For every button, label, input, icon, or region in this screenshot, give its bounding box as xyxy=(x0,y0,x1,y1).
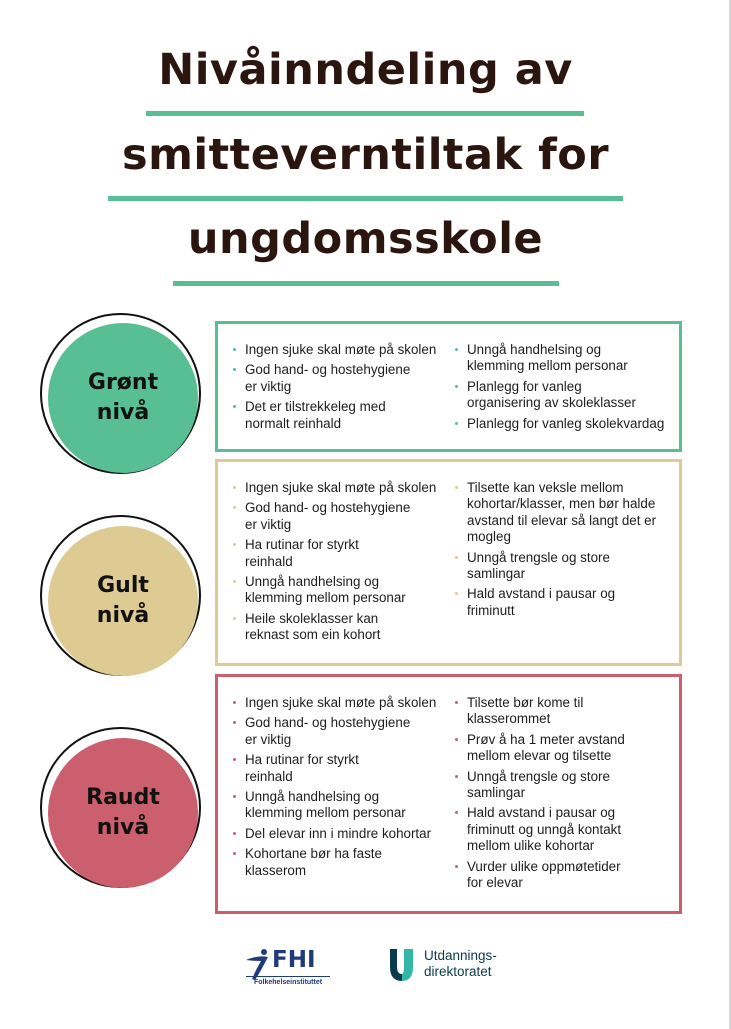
bullet-icon xyxy=(233,852,236,855)
list-item xyxy=(232,715,457,748)
bullet-icon xyxy=(233,543,236,546)
red-right-column xyxy=(454,695,679,895)
list-item xyxy=(454,586,679,619)
udir-u-icon xyxy=(388,947,418,983)
yellow-level-label: Gult nivå xyxy=(96,573,150,628)
bullet-icon xyxy=(455,348,458,351)
yellow-level-circle xyxy=(48,526,198,676)
list-item xyxy=(232,342,457,358)
list-item-text: God hand- og hostehygiene er viktig xyxy=(245,500,411,532)
bullet-icon xyxy=(455,556,458,559)
list-item-text: Del elevar inn i mindre kohortar xyxy=(245,825,432,841)
yellow-left-column xyxy=(232,480,457,648)
list-item-text: Planlegg for vanleg skolekvardag xyxy=(467,415,665,431)
list-item xyxy=(232,826,457,842)
title-line-3: ungdomsskole xyxy=(187,214,544,264)
green-left-column xyxy=(232,342,457,436)
bullet-icon xyxy=(233,486,236,489)
list-item-text: Ingen sjuke skal møte på skolen xyxy=(245,480,437,495)
list-item-text: Tilsette kan veksle mellom kohortar/klasser, men bør halde avstand til elevar så langt det er mogleg xyxy=(467,480,657,545)
bullet-icon xyxy=(233,721,236,724)
list-item xyxy=(232,846,457,879)
red-level-box xyxy=(215,674,682,914)
list-item-text: Unngå trengsle og store samlingar xyxy=(467,549,610,582)
green-level-circle xyxy=(48,323,198,473)
green-level-label: Grønt nivå xyxy=(87,370,159,425)
list-item-text: Hald avstand i pausar og friminutt xyxy=(467,586,616,618)
title-underline-2 xyxy=(108,196,623,201)
green-right-column xyxy=(454,342,679,436)
list-item xyxy=(454,550,679,583)
title-underline-3 xyxy=(173,281,559,286)
bullet-icon xyxy=(233,368,236,371)
bullet-icon xyxy=(233,405,236,408)
list-item xyxy=(454,805,679,854)
list-item xyxy=(454,342,679,375)
yellow-right-column xyxy=(454,480,679,623)
udir-logo-line1: Utdannings- xyxy=(424,948,497,963)
list-item xyxy=(232,500,457,533)
list-item-text: Unngå trengsle og store samlingar xyxy=(467,768,610,801)
bullet-icon xyxy=(455,811,458,814)
yellow-left-list xyxy=(232,480,457,644)
bullet-icon xyxy=(455,422,458,425)
bullet-icon xyxy=(455,486,458,489)
yellow-level-box xyxy=(215,459,682,666)
list-item xyxy=(454,416,679,432)
green-right-list xyxy=(454,342,679,432)
list-item-text: Ingen sjuke skal møte på skolen xyxy=(245,342,437,357)
list-item-text: Unngå handhelsing og klemming mellom personar xyxy=(467,342,628,374)
bullet-icon xyxy=(455,865,458,868)
list-item xyxy=(454,695,679,728)
list-item-text: Unngå handhelsing og klemming mellom personar xyxy=(245,789,406,821)
list-item-text: Ingen sjuke skal møte på skolen xyxy=(245,695,437,710)
red-right-list xyxy=(454,695,679,891)
list-item-text: Tilsette bør kome til klasserommet xyxy=(467,695,584,727)
udir-logo xyxy=(388,947,528,983)
list-item-text: Unngå handhelsing og klemming mellom personar xyxy=(245,574,406,606)
bullet-icon xyxy=(233,795,236,798)
fhi-logo-rule xyxy=(246,976,330,977)
bullet-icon xyxy=(455,385,458,388)
green-level-box xyxy=(215,321,682,452)
list-item-text: Vurder ulike oppmøtetider for elevar xyxy=(467,858,621,891)
list-item xyxy=(232,611,457,644)
yellow-right-list xyxy=(454,480,679,619)
fhi-logo xyxy=(244,946,344,988)
bullet-icon xyxy=(455,775,458,778)
title-underline-1 xyxy=(146,111,584,116)
list-item xyxy=(454,769,679,802)
list-item xyxy=(454,859,679,892)
red-level-circle xyxy=(48,738,198,888)
list-item xyxy=(232,695,457,711)
list-item xyxy=(232,399,457,432)
list-item-text: God hand- og hostehygiene er viktig xyxy=(245,715,411,747)
red-level-label: Raudt nivå xyxy=(86,785,160,840)
list-item xyxy=(232,574,457,607)
bullet-icon xyxy=(233,348,236,351)
red-left-column xyxy=(232,695,457,883)
list-item xyxy=(454,732,679,765)
udir-logo-line2: direktoratet xyxy=(424,964,492,979)
bullet-icon xyxy=(233,617,236,620)
list-item-text: God hand- og hostehygiene er viktig xyxy=(245,362,411,394)
title-line-1: Nivåinndeling av xyxy=(158,45,573,95)
list-item xyxy=(454,480,679,546)
list-item-text: Heile skoleklasser kan reknast som ein kohort xyxy=(245,610,381,643)
bullet-icon xyxy=(233,758,236,761)
list-item xyxy=(232,537,457,570)
bullet-icon xyxy=(455,592,458,595)
bullet-icon xyxy=(233,506,236,509)
list-item xyxy=(232,480,457,496)
list-item-text: Prøv å ha 1 meter avstand mellom elevar og tilsette xyxy=(467,731,625,764)
list-item xyxy=(232,752,457,785)
list-item xyxy=(232,362,457,395)
fhi-logo-subtitle: Folkehelseinstituttet xyxy=(254,979,323,986)
bullet-icon xyxy=(455,701,458,704)
red-left-list xyxy=(232,695,457,879)
list-item-text: Det er tilstrekkeleg med normalt reinhald xyxy=(245,399,386,431)
green-left-list xyxy=(232,342,457,432)
list-item-text: Ha rutinar for styrkt reinhald xyxy=(245,752,359,784)
bullet-icon xyxy=(233,580,236,583)
bullet-icon xyxy=(455,738,458,741)
list-item xyxy=(454,379,679,412)
list-item-text: Ha rutinar for styrkt reinhald xyxy=(245,537,359,569)
fhi-logo-name: FHI xyxy=(272,947,316,973)
list-item-text: Hald avstand i pausar og friminutt og unngå kontakt mellom ulike kohortar xyxy=(467,805,622,854)
list-item-text: Kohortane bør ha faste klasserom xyxy=(245,846,382,878)
list-item xyxy=(232,789,457,822)
title-line-2: smitteverntiltak for xyxy=(121,130,610,180)
bullet-icon xyxy=(233,701,236,704)
bullet-icon xyxy=(233,832,236,835)
list-item-text: Planlegg for vanleg organisering av skoleklasser xyxy=(467,378,636,411)
